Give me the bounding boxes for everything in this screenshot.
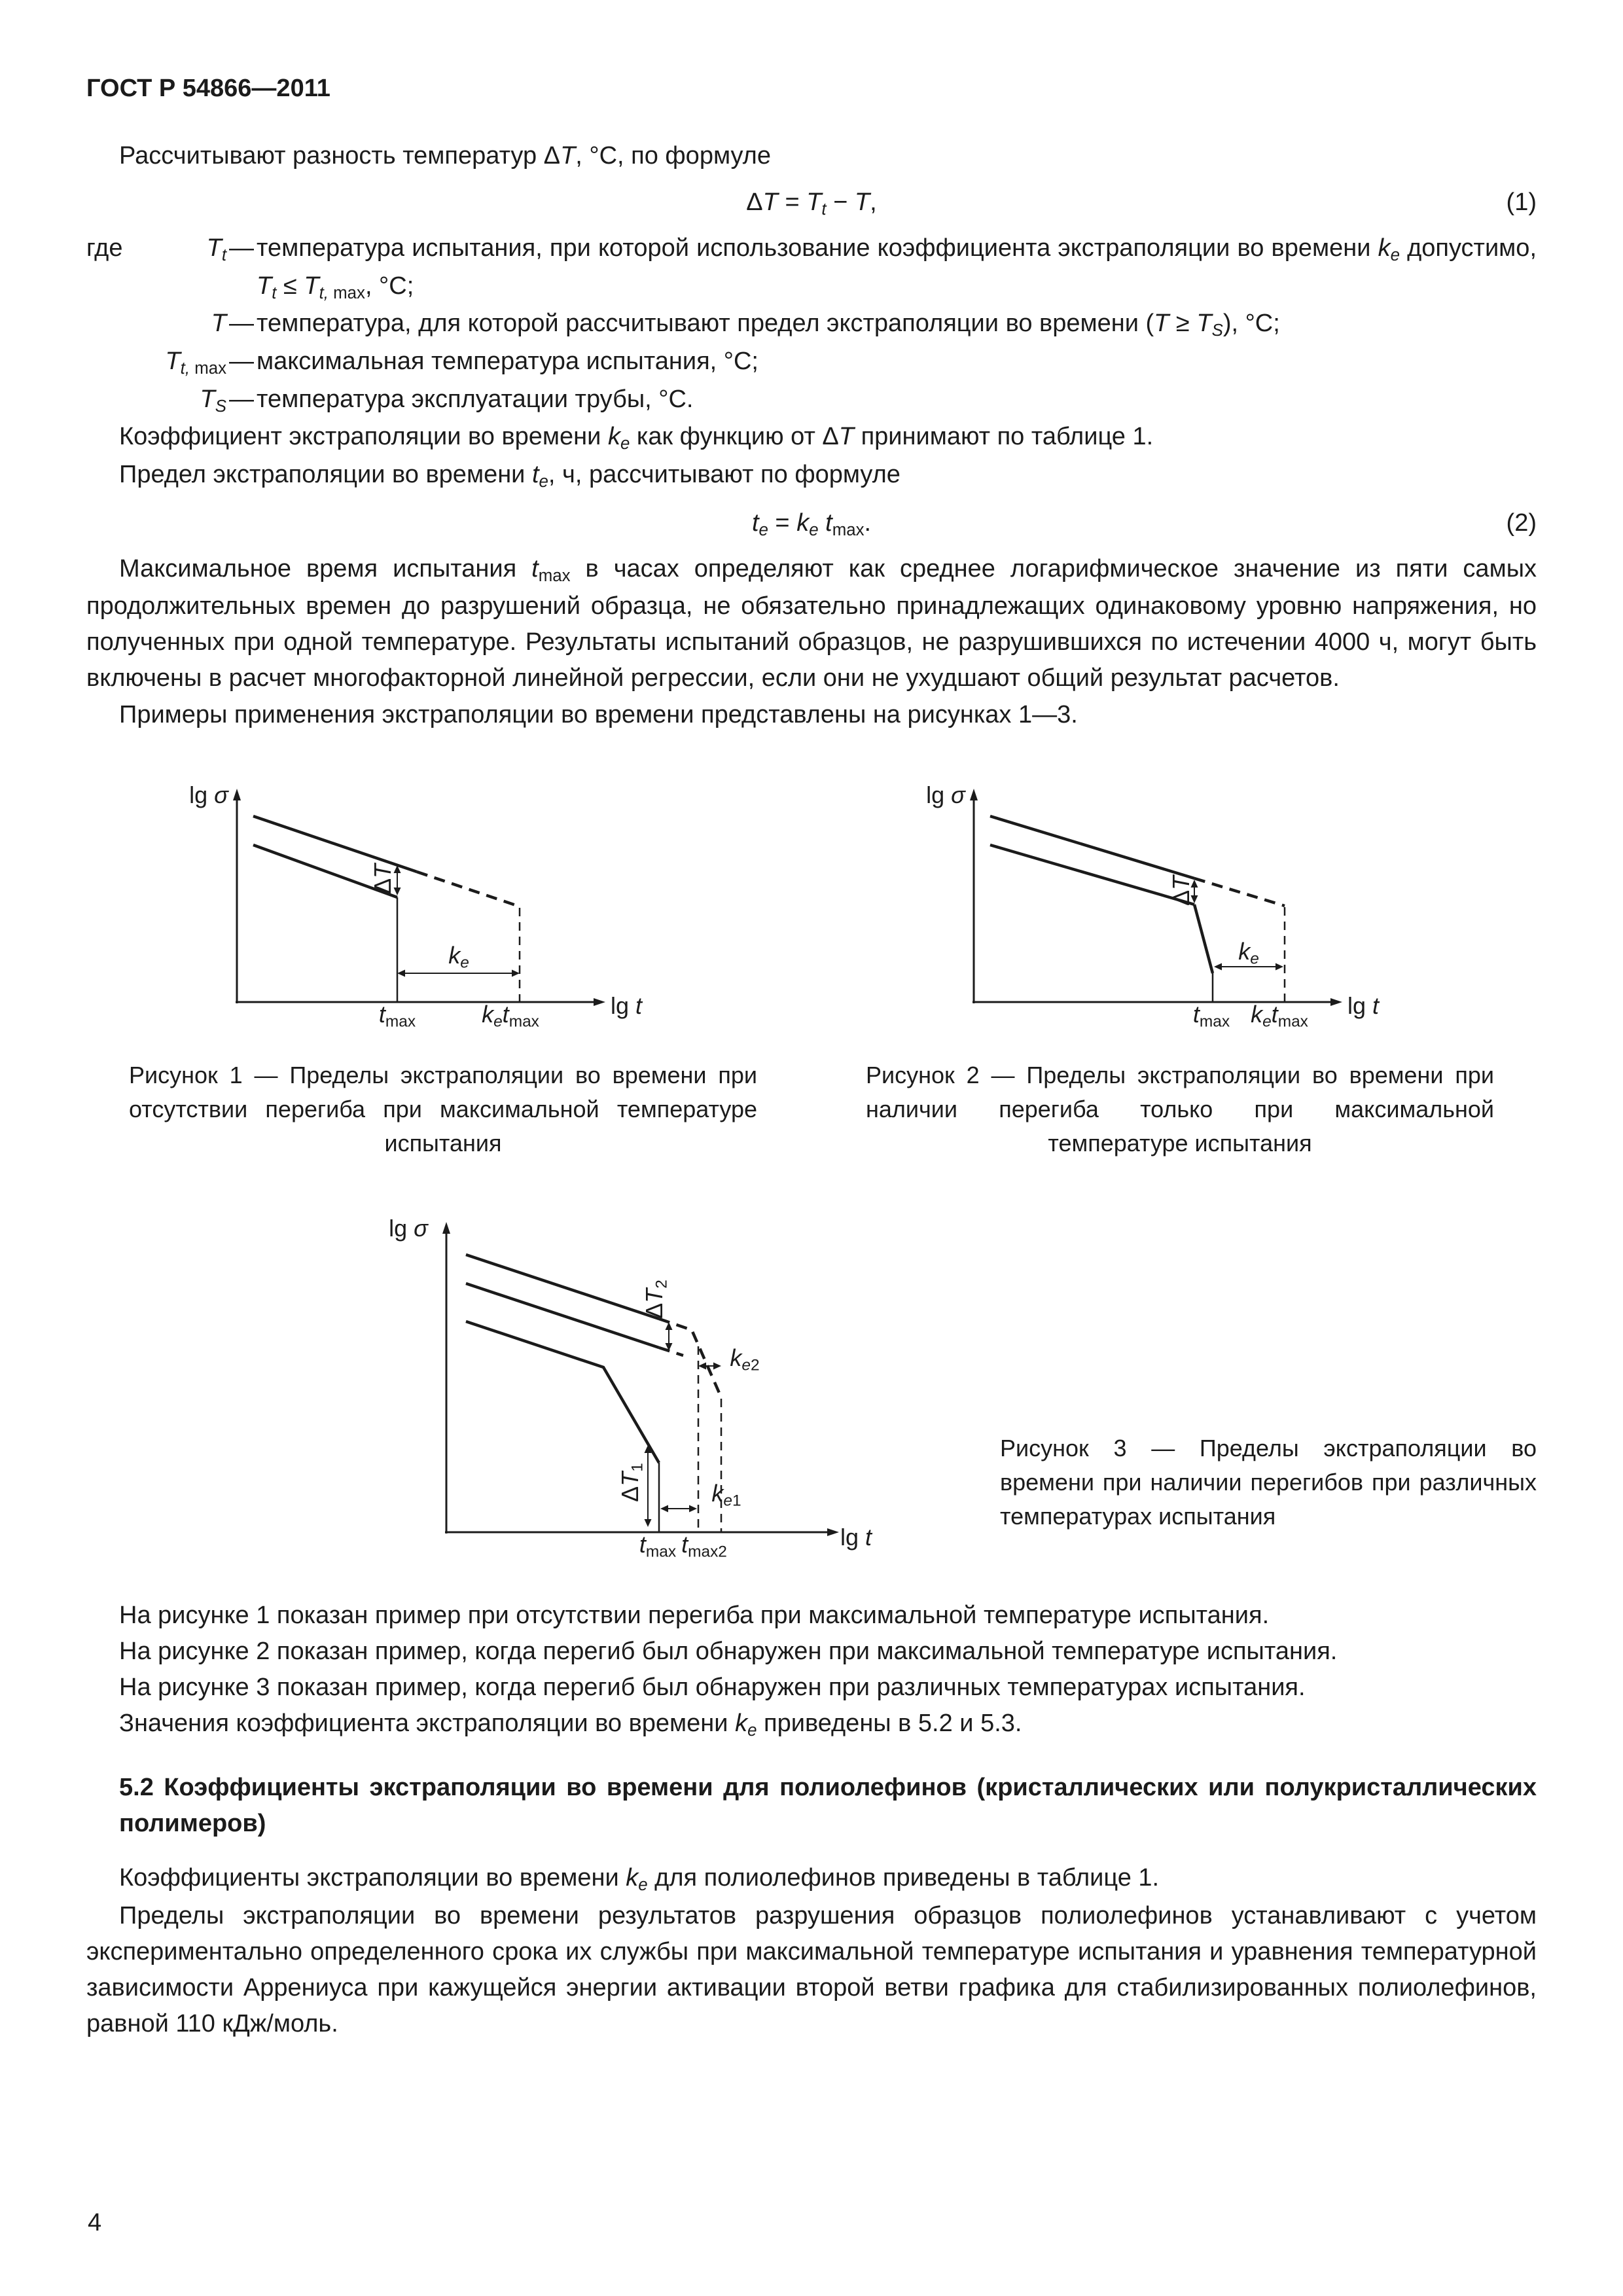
paragraph: На рисунке 1 показан пример при отсутствии перегиба при максимальной температуре испытания. [119,1602,1270,1630]
discussion-paragraphs [86,1598,1537,1744]
definition-row [86,344,1537,382]
figures-1-2 [86,769,1537,1161]
definition-dash: — [229,310,254,338]
definition-label: Tt [206,234,226,265]
formula-1-body: ΔT = Tt − T, [746,188,877,219]
paragraph-intro: Рассчитывают разность температур ΔT, °С, по формуле [119,142,771,170]
definition-text: максимальная температура испытания, °С; [257,348,758,375]
fig1-tmax-tick-label: tmax [378,1000,416,1031]
fig2-delta-t-label: ΔT [1168,875,1194,906]
figure-2 [823,769,1537,1161]
fig1-x-axis-label: lg t [610,992,643,1019]
document-number: ГОСТ Р 54866—2011 [86,75,330,102]
formula-2-number: (2) [1506,509,1537,537]
figure-1 [86,769,800,1161]
figure-1-caption: Рисунок 1 — Пределы экстраполяции во времени при отсутствии перегиба при максимальной температуре испытания [129,1061,757,1157]
definition-label: Tt, max [165,348,226,378]
paragraph: Предел экстраполяции во времени te, ч, рассчитывают по формуле [119,461,901,492]
paragraph: Пределы экстраполяции во времени результатов разрушения образцов полиолефинов устанавливают с учетом экспериментально определенного срока их службы при максимальной температуре испытания и уравнения температурной зависимости Аррениуса при кажущейся энергии активации второй ветви графика для стабилизированных полиолефинов, равной 110 кДж/моль. [86,1902,1537,2038]
definition-row [86,306,1537,344]
fig3-x-axis-label: lg t [840,1524,872,1551]
definition-dash: — [229,385,254,413]
definition-text: температура испытания, при которой использование коэффициента экстраполяции во времени ke допустимо, Tt ≤ Tt, max, °С; [257,234,1537,302]
fig3-curves [466,1255,721,1532]
fig3-delta-t1-label: ΔT1 [616,1463,647,1502]
paragraph: Значения коэффициента экстраполяции во времени ke приведены в 5.2 и 5.3. [119,1710,1022,1740]
fig2-ke-label: ke [1238,937,1259,968]
paragraph: Коэффициент экстраполяции во времени ke как функцию от ΔT принимают по таблице 1. [119,423,1154,454]
figure-3-block [302,1201,1537,1568]
fig2-curves [990,816,1285,1002]
fig3-ke1-label: ke1 [711,1479,741,1510]
fig1-ke-tmax-tick-label: ketmax [482,1000,539,1031]
fig2-ke-tmax-tick-label: ketmax [1251,1000,1308,1031]
definition-dash: — [229,348,254,375]
definition-text: температура, для которой рассчитывают предел экстраполяции во времени (T ≥ TS), °С; [257,310,1280,340]
fig2-arrowheads [970,789,1342,1006]
fig1-y-axis-label: lg σ [189,781,228,808]
definitions-list [86,230,1537,420]
definition-row [86,230,1537,306]
figure-2-canvas [912,769,1448,1031]
fig3-y-axis-label: lg σ [389,1215,428,1242]
fig2-y-axis-label: lg σ [926,781,965,808]
fig1-curves [253,816,520,1002]
fig3-tmax-tick-label: tmax [639,1530,677,1561]
figure-3-canvas [368,1201,931,1568]
definition-label: T [211,310,226,338]
figure-3-plot [368,1201,931,1568]
fig2-tmax-tick-label: tmax [1192,1000,1230,1031]
fig2-x-axis-label: lg t [1347,992,1380,1019]
definition-label: TS [200,385,226,416]
fig1-ke-label: ke [448,941,469,972]
definition-row [86,382,1537,420]
formula-1 [86,185,1537,223]
paragraph: На рисунке 2 показан пример, когда перегиб был обнаружен при максимальной температуре испытания. [119,1638,1338,1666]
formula-2 [86,505,1537,543]
figure-2-caption: Рисунок 2 — Пределы экстраполяции во времени при наличии перегиба только при максимальной температуре испытания [866,1061,1494,1157]
fig3-tmax2-tick-label: tmax2 [681,1530,727,1561]
formula-2-body: te = ke tmax. [751,509,872,540]
paragraph: Коэффициенты экстраполяции во времени ke для полиолефинов приведены в таблице 1. [119,1864,1160,1895]
figure-1-canvas [175,769,711,1031]
definition-dash: — [229,234,254,262]
fig1-delta-t-label: ΔT [369,863,396,894]
formula-1-number: (1) [1506,188,1537,217]
paragraph: На рисунке 3 показан пример, когда перегиб был обнаружен при различных температурах испытания. [119,1674,1306,1702]
page-number: 4 [88,2208,102,2236]
definition-text: температура эксплуатации трубы, °С. [257,385,694,413]
definition-prefix: где [86,234,123,262]
fig3-ke2-label: ke2 [730,1344,760,1374]
figure-1-plot [175,769,711,1031]
figure-3-caption: Рисунок 3 — Пределы экстраполяции во времени при наличии перегибов при различных температурах испытания [1000,1434,1537,1530]
paragraph: Максимальное время испытания tmax в часах определяют как среднее логарифмическое значение из пяти самых продолжительных времен до разрушений образца, не обязательно принадлежащих одинаковому уровню напряжения, но полученных при одной температуре. Результаты испытаний образцов, не разрушившихся по истечении 4000 ч, могут быть включены в расчет многофакторной линейной регрессии, если они не ухудшают общий результат расчетов. [86,554,1537,692]
fig3-delta-t2-label: ΔT2 [640,1280,671,1319]
paragraph: Примеры применения экстраполяции во времени представлены на рисунках 1—3. [119,700,1078,728]
section-5-2-heading: 5.2 Коэффициенты экстраполяции во времени для полиолефинов (кристаллических или полукристаллических полимеров) [119,1774,1537,1838]
